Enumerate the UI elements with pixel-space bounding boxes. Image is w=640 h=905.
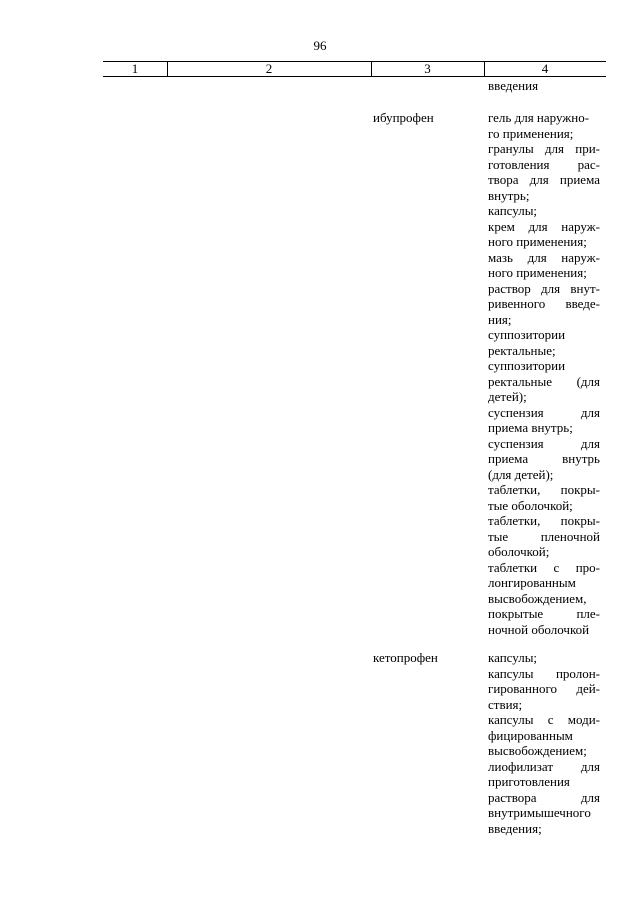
form-line: введения; bbox=[488, 820, 542, 836]
header-col-3: 3 bbox=[424, 61, 431, 76]
form-line: тые оболочкой; bbox=[488, 497, 573, 513]
form-line: капсулы; bbox=[488, 203, 538, 218]
header-col-2: 2 bbox=[265, 61, 273, 76]
form-line: твора для приема bbox=[488, 172, 600, 187]
form-line: ния; bbox=[488, 311, 512, 327]
form-line: ствия; bbox=[488, 696, 523, 712]
form-line: суппозитории bbox=[488, 358, 566, 373]
form-line: детей); bbox=[488, 389, 527, 404]
form-line: приготовления bbox=[488, 774, 570, 789]
form-line: фицированным bbox=[488, 727, 573, 743]
form-line: ночной оболочкой bbox=[488, 621, 590, 637]
form-line: готовления рас- bbox=[488, 156, 600, 172]
form-line: гированного дей- bbox=[488, 681, 600, 696]
form-line: крем для наруж- bbox=[488, 218, 600, 234]
form-line: ректальные; bbox=[488, 342, 556, 358]
form-line: таблетки, покры- bbox=[488, 482, 600, 497]
header-divider-3 bbox=[484, 61, 485, 77]
form-line: гранулы для при- bbox=[488, 141, 600, 156]
header-divider-2 bbox=[371, 61, 372, 77]
form-line: гель для наружно- bbox=[488, 110, 590, 125]
form-line: ного применения; bbox=[488, 265, 587, 280]
form-line: внутримышечного bbox=[488, 805, 591, 820]
form-line: оболочкой; bbox=[488, 544, 550, 559]
form-line: капсулы; bbox=[488, 650, 538, 665]
form-line: ректальные (для bbox=[488, 373, 600, 389]
table-header-row bbox=[103, 61, 606, 77]
form-line: (для детей); bbox=[488, 466, 554, 482]
form-line: мазь для наруж- bbox=[488, 249, 600, 265]
drug-name-ketoprofen: кетопрофен bbox=[373, 650, 438, 665]
form-line: капсулы с моди- bbox=[488, 712, 600, 727]
form-line: раствор для внут- bbox=[488, 280, 600, 296]
page-number: 96 bbox=[313, 38, 327, 53]
header-divider-1 bbox=[167, 61, 168, 77]
form-line: высвобождением, bbox=[488, 590, 587, 606]
form-line: суспензия для bbox=[488, 404, 600, 420]
form-line: ривенного введе- bbox=[488, 296, 600, 311]
form-line: тые пленочной bbox=[488, 528, 600, 544]
form-line: таблетки с про- bbox=[488, 559, 600, 575]
form-line: внутрь; bbox=[488, 187, 530, 203]
continuation-line: введения bbox=[488, 78, 539, 93]
drug-forms-ketoprofen bbox=[488, 650, 600, 836]
header-col-1: 1 bbox=[131, 61, 139, 76]
form-line: лиофилизат для bbox=[488, 758, 600, 774]
header-col-4: 4 bbox=[541, 61, 549, 76]
form-line: суспензия для bbox=[488, 435, 600, 451]
continuation-text bbox=[488, 78, 600, 94]
form-line: приема внутрь bbox=[488, 451, 600, 466]
drug-name-ibuprofen: ибупрофен bbox=[373, 110, 434, 125]
form-line: раствора для bbox=[488, 789, 600, 805]
drug-forms-ibuprofen bbox=[488, 110, 600, 637]
form-line: высвобождением; bbox=[488, 743, 587, 758]
form-line: покрытые пле- bbox=[488, 606, 600, 621]
form-line: таблетки, покры- bbox=[488, 513, 600, 528]
form-line: го применения; bbox=[488, 125, 574, 141]
form-line: капсулы пролон- bbox=[488, 665, 600, 681]
form-line: лонгированным bbox=[488, 575, 576, 590]
form-line: приема внутрь; bbox=[488, 420, 573, 435]
form-line: суппозитории bbox=[488, 327, 566, 342]
form-line: ного применения; bbox=[488, 234, 587, 249]
